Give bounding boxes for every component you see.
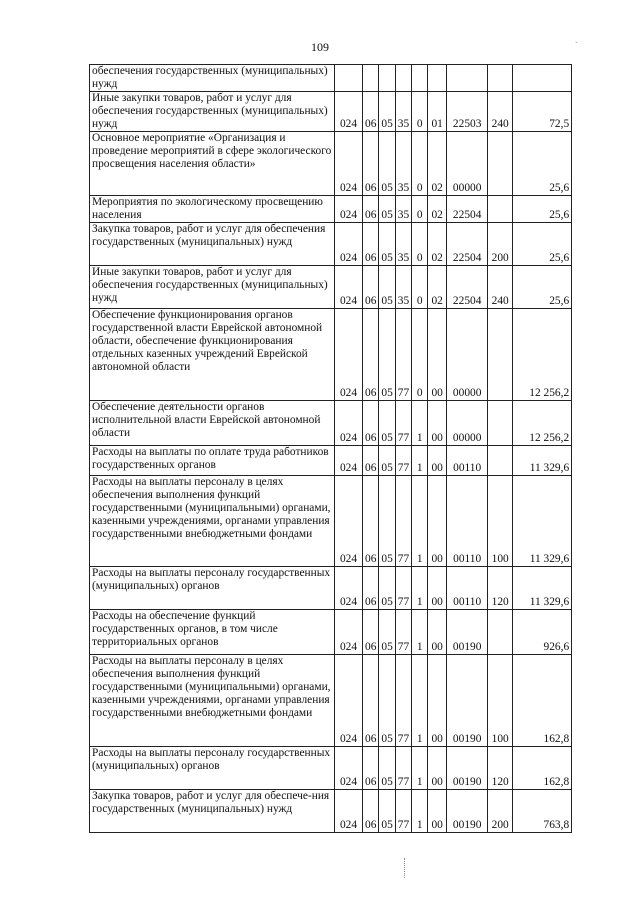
cell-amount: 12 256,2 — [513, 401, 572, 446]
cell-target-program — [395, 65, 411, 92]
cell-admin-code: 024 — [335, 567, 363, 610]
cell-expense-type — [488, 610, 513, 655]
cell-section: 06 — [363, 567, 379, 610]
row-name: Расходы на обеспечение функций государственных органов, в том числе территориальных органов — [90, 610, 335, 655]
cell-subsection: 05 — [379, 309, 395, 401]
cell-target-program: 35 — [395, 266, 411, 309]
cell-target-direction: 00190 — [447, 790, 488, 833]
cell-section: 06 — [363, 610, 379, 655]
cell-section: 06 — [363, 196, 379, 223]
table-row — [90, 655, 572, 747]
cell-subsection: 05 — [379, 196, 395, 223]
cell-target-program: 77 — [395, 567, 411, 610]
cell-subsection: 05 — [379, 747, 395, 790]
cell-admin-code: 024 — [335, 92, 363, 132]
cell-expense-type: 240 — [488, 92, 513, 132]
cell-amount: 72,5 — [513, 92, 572, 132]
page-number: 109 — [311, 40, 329, 54]
scan-dots — [404, 858, 407, 878]
cell-expense-type: 200 — [488, 790, 513, 833]
row-name: Расходы на выплаты персоналу в целях обеспечения выполнения функций государственными (муниципальными) органами, казенными учреждениями, органами управления государственными внебюджетными фондами — [90, 655, 335, 747]
cell-amount: 25,6 — [513, 132, 572, 196]
cell-target-subprogram: 1 — [412, 476, 428, 567]
cell-target-program: 77 — [395, 476, 411, 567]
row-name: Расходы на выплаты персоналу в целях обеспечения выполнения функций государственными (муниципальными) органами, казенными учреждениями, органами управления государственными внебюджетными фондами — [90, 476, 335, 567]
table-row — [90, 266, 572, 309]
cell-expense-type — [488, 196, 513, 223]
cell-subsection: 05 — [379, 401, 395, 446]
cell-target-direction: 22504 — [447, 266, 488, 309]
cell-admin-code: 024 — [335, 747, 363, 790]
cell-target-program: 35 — [395, 132, 411, 196]
cell-expense-type — [488, 446, 513, 476]
cell-section: 06 — [363, 747, 379, 790]
cell-target-event: 02 — [428, 196, 447, 223]
cell-target-direction: 22504 — [447, 196, 488, 223]
cell-target-subprogram: 0 — [412, 132, 428, 196]
cell-admin-code: 024 — [335, 266, 363, 309]
cell-section: 06 — [363, 655, 379, 747]
cell-target-program: 77 — [395, 610, 411, 655]
cell-target-program: 77 — [395, 655, 411, 747]
table-row — [90, 747, 572, 790]
table-row — [90, 476, 572, 567]
row-name: Иные закупки товаров, работ и услуг для обеспечения государственных (муниципальных) нужд — [90, 266, 335, 309]
cell-target-event: 00 — [428, 790, 447, 833]
cell-expense-type: 200 — [488, 223, 513, 266]
cell-target-direction: 00110 — [447, 476, 488, 567]
cell-amount: 25,6 — [513, 196, 572, 223]
cell-expense-type: 100 — [488, 476, 513, 567]
cell-admin-code: 024 — [335, 401, 363, 446]
cell-amount: 25,6 — [513, 223, 572, 266]
cell-amount: 926,6 — [513, 610, 572, 655]
cell-amount: 25,6 — [513, 266, 572, 309]
cell-target-event: 00 — [428, 747, 447, 790]
cell-target-direction: 00190 — [447, 655, 488, 747]
cell-admin-code: 024 — [335, 132, 363, 196]
cell-target-subprogram: 1 — [412, 747, 428, 790]
row-name: Расходы на выплаты персоналу государственных (муниципальных) органов — [90, 747, 335, 790]
cell-expense-type — [488, 401, 513, 446]
table-row — [90, 196, 572, 223]
cell-target-event: 00 — [428, 610, 447, 655]
cell-target-program: 77 — [395, 446, 411, 476]
cell-section: 06 — [363, 92, 379, 132]
cell-target-event: 02 — [428, 266, 447, 309]
table-row — [90, 223, 572, 266]
cell-target-event: 00 — [428, 567, 447, 610]
cell-target-program: 77 — [395, 747, 411, 790]
cell-subsection: 05 — [379, 266, 395, 309]
cell-section: 06 — [363, 223, 379, 266]
cell-target-subprogram: 0 — [412, 92, 428, 132]
cell-admin-code: 024 — [335, 655, 363, 747]
table-row — [90, 309, 572, 401]
cell-target-subprogram: 0 — [412, 223, 428, 266]
table-row — [90, 132, 572, 196]
cell-target-subprogram: 0 — [412, 266, 428, 309]
cell-subsection: 05 — [379, 132, 395, 196]
row-name: Расходы на выплаты по оплате труда работников государственных органов — [90, 446, 335, 476]
cell-target-event: 00 — [428, 309, 447, 401]
cell-expense-type — [488, 132, 513, 196]
cell-subsection: 05 — [379, 92, 395, 132]
table-row — [90, 92, 572, 132]
cell-subsection: 05 — [379, 567, 395, 610]
cell-target-direction: 00000 — [447, 401, 488, 446]
table-row — [90, 446, 572, 476]
table-row — [90, 790, 572, 833]
cell-subsection: 05 — [379, 655, 395, 747]
cell-admin-code — [335, 65, 363, 92]
row-name: Расходы на выплаты персоналу государственных (муниципальных) органов — [90, 567, 335, 610]
cell-amount: 162,8 — [513, 747, 572, 790]
cell-admin-code: 024 — [335, 610, 363, 655]
cell-expense-type — [488, 65, 513, 92]
cell-target-subprogram: 0 — [412, 196, 428, 223]
cell-expense-type: 240 — [488, 266, 513, 309]
row-name: Закупка товаров, работ и услуг для обеспече-ния государственных (муниципальных) нужд — [90, 790, 335, 833]
cell-admin-code: 024 — [335, 196, 363, 223]
cell-subsection: 05 — [379, 446, 395, 476]
cell-expense-type: 120 — [488, 747, 513, 790]
cell-target-subprogram: 1 — [412, 790, 428, 833]
table-row — [90, 610, 572, 655]
cell-target-event: 00 — [428, 476, 447, 567]
cell-expense-type: 100 — [488, 655, 513, 747]
cell-target-subprogram: 0 — [412, 309, 428, 401]
cell-target-event: 02 — [428, 223, 447, 266]
budget-table — [89, 64, 572, 833]
cell-section: 06 — [363, 446, 379, 476]
row-name: обеспечения государственных (муниципальных) нужд — [90, 65, 335, 92]
cell-expense-type: 120 — [488, 567, 513, 610]
row-name: Закупка товаров, работ и услуг для обеспечения государственных (муниципальных) нужд — [90, 223, 335, 266]
row-name: Мероприятия по экологическому просвещению населения — [90, 196, 335, 223]
cell-target-subprogram — [412, 65, 428, 92]
cell-target-event: 02 — [428, 132, 447, 196]
cell-target-direction: 00110 — [447, 446, 488, 476]
cell-section: 06 — [363, 266, 379, 309]
cell-amount — [513, 65, 572, 92]
cell-target-direction: 00190 — [447, 610, 488, 655]
cell-admin-code: 024 — [335, 309, 363, 401]
row-name: Обеспечение деятельности органов исполнительной власти Еврейской автономной области — [90, 401, 335, 446]
table-row — [90, 65, 572, 92]
cell-target-direction: 00000 — [447, 309, 488, 401]
cell-target-program: 35 — [395, 223, 411, 266]
row-name: Основное мероприятие «Организация и проведение мероприятий в сфере экологического просвещения населения области» — [90, 132, 335, 196]
cell-subsection — [379, 65, 395, 92]
cell-target-event: 00 — [428, 655, 447, 747]
cell-target-event: 01 — [428, 92, 447, 132]
cell-section: 06 — [363, 790, 379, 833]
cell-target-event: 00 — [428, 401, 447, 446]
cell-target-program: 77 — [395, 401, 411, 446]
cell-target-subprogram: 1 — [412, 567, 428, 610]
cell-target-program: 35 — [395, 92, 411, 132]
cell-section: 06 — [363, 309, 379, 401]
cell-target-program: 77 — [395, 790, 411, 833]
cell-amount: 12 256,2 — [513, 309, 572, 401]
cell-subsection: 05 — [379, 223, 395, 266]
cell-target-direction — [447, 65, 488, 92]
cell-amount: 162,8 — [513, 655, 572, 747]
table-row — [90, 401, 572, 446]
cell-target-program: 77 — [395, 309, 411, 401]
cell-amount: 11 329,6 — [513, 476, 572, 567]
cell-target-event — [428, 65, 447, 92]
cell-target-program: 35 — [395, 196, 411, 223]
cell-target-subprogram: 1 — [412, 401, 428, 446]
cell-target-direction: 00000 — [447, 132, 488, 196]
cell-expense-type — [488, 309, 513, 401]
cell-subsection: 05 — [379, 790, 395, 833]
cell-admin-code: 024 — [335, 476, 363, 567]
row-name: Иные закупки товаров, работ и услуг для обеспечения государственных (муниципальных) нужд — [90, 92, 335, 132]
cell-amount: 11 329,6 — [513, 567, 572, 610]
cell-target-direction: 00190 — [447, 747, 488, 790]
cell-target-event: 00 — [428, 446, 447, 476]
budget-table-body — [90, 65, 572, 833]
table-row — [90, 567, 572, 610]
cell-target-subprogram: 1 — [412, 446, 428, 476]
cell-amount: 11 329,6 — [513, 446, 572, 476]
cell-subsection: 05 — [379, 476, 395, 567]
cell-target-subprogram: 1 — [412, 610, 428, 655]
scan-mark: ˏ — [575, 34, 578, 43]
cell-section: 06 — [363, 476, 379, 567]
row-name: Обеспечение функционирования органов государственной власти Еврейской автономной области, обеспечение функционирования отдельных казенных учреждений Еврейской автономной области — [90, 309, 335, 401]
cell-admin-code: 024 — [335, 446, 363, 476]
cell-subsection: 05 — [379, 610, 395, 655]
cell-section — [363, 65, 379, 92]
cell-target-direction: 22503 — [447, 92, 488, 132]
cell-target-direction: 00110 — [447, 567, 488, 610]
cell-target-direction: 22504 — [447, 223, 488, 266]
cell-section: 06 — [363, 401, 379, 446]
cell-amount: 763,8 — [513, 790, 572, 833]
cell-admin-code: 024 — [335, 790, 363, 833]
cell-admin-code: 024 — [335, 223, 363, 266]
cell-section: 06 — [363, 132, 379, 196]
cell-target-subprogram: 1 — [412, 655, 428, 747]
